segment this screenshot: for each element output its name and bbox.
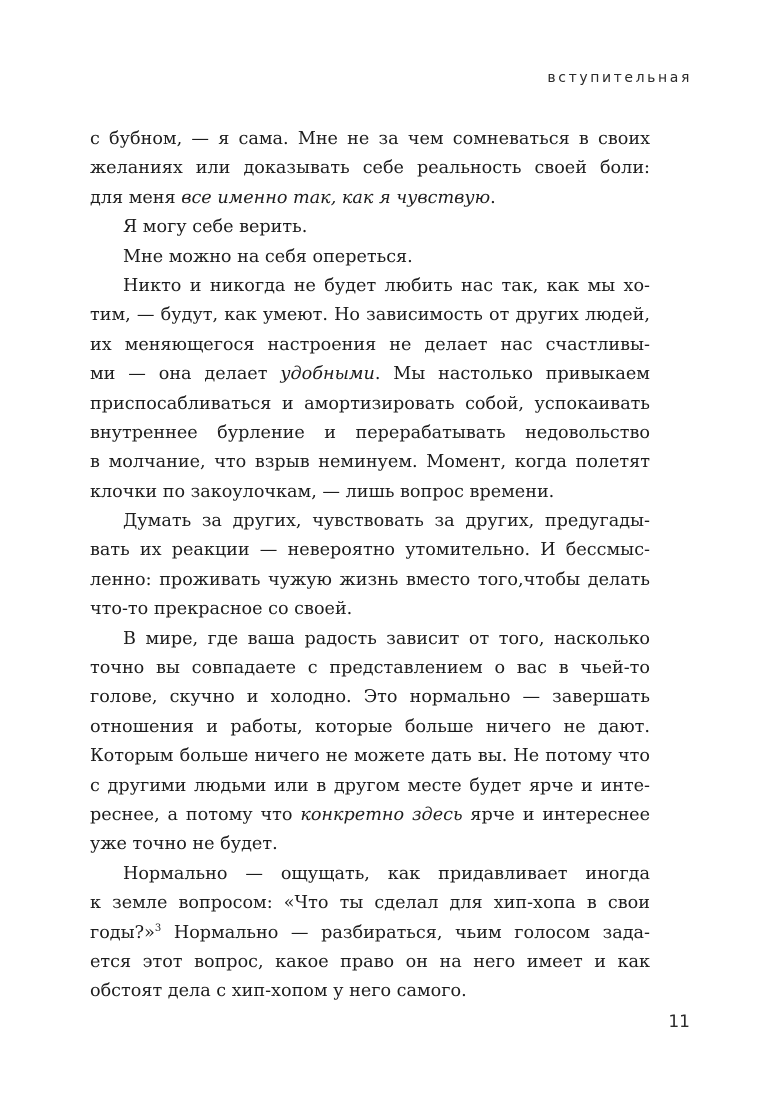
text-segment: их меняющегося настроения не делает нас счастливы-	[90, 334, 650, 355]
text-segment: с другими людьми или в другом месте будет ярче и инте-	[90, 775, 650, 796]
text-line	[90, 801, 650, 830]
text-line	[90, 536, 650, 565]
text-segment: Нормально — разбираться, чьим голосом зада-	[161, 922, 650, 943]
text-line	[90, 919, 650, 948]
text-segment: голове, скучно и холодно. Это нормально — завершать	[90, 687, 650, 708]
text-segment: Нормально — ощущать, как придавливает иногда	[123, 863, 650, 884]
text-line	[90, 419, 650, 448]
text-line	[90, 243, 650, 272]
text-segment: . Мы настолько привыкаем	[374, 364, 650, 385]
text-segment: приспосабливаться и амортизировать собой, успокаивать	[90, 393, 650, 414]
text-segment: Которым больше ничего не можете дать вы. Не потому что	[90, 746, 650, 767]
text-segment: годы?»	[90, 922, 155, 943]
text-line	[90, 683, 650, 712]
text-line	[90, 860, 650, 889]
text-segment: Мне можно на себя опереться.	[123, 246, 413, 267]
text-line	[90, 478, 650, 507]
text-segment: внутреннее бурление и перерабатывать недовольство	[90, 422, 650, 443]
text-segment: желаниях или доказывать себе реальность своей боли:	[90, 158, 650, 179]
text-line	[90, 889, 650, 918]
emphasis-text: все именно так, как я чувствую	[181, 187, 491, 208]
text-line	[90, 772, 650, 801]
text-line	[90, 742, 650, 771]
text-line	[90, 184, 650, 213]
text-line	[90, 830, 650, 859]
text-segment: к земле вопросом: «Что ты сделал для хип-хопа в свои	[90, 893, 650, 914]
text-segment: для меня	[90, 187, 182, 208]
text-line	[90, 713, 650, 742]
text-line	[90, 301, 650, 330]
text-line	[90, 125, 650, 154]
text-segment: вать их реакции — невероятно утомительно. И бессмыс-	[90, 540, 650, 561]
text-segment: ми — она делает	[90, 364, 281, 385]
text-segment: отношения и работы, которые больше ничего не дают.	[90, 716, 650, 737]
page-number: 11	[668, 1012, 690, 1032]
body-text	[90, 125, 650, 1007]
text-line	[90, 566, 650, 595]
text-segment: ленно: проживать чужую жизнь вместо того,чтобы делать	[90, 569, 650, 590]
text-line	[90, 625, 650, 654]
text-line	[90, 331, 650, 360]
text-segment: В мире, где ваша радость зависит от того, насколько	[123, 628, 650, 649]
text-line	[90, 213, 650, 242]
text-line	[90, 272, 650, 301]
text-segment: клочки по закоулочкам, — лишь вопрос времени.	[90, 481, 555, 502]
text-segment: в молчание, что взрыв неминуем. Момент, когда полетят	[90, 452, 650, 473]
text-segment: Я могу себе верить.	[123, 217, 308, 238]
text-segment: уже точно не будет.	[90, 834, 278, 855]
text-segment: Никто и никогда не будет любить нас так, как мы хо-	[123, 275, 650, 296]
emphasis-text: удобными	[280, 364, 375, 385]
text-line	[90, 360, 650, 389]
text-line	[90, 390, 650, 419]
text-segment: что-то прекрасное со своей.	[90, 599, 353, 620]
text-segment: .	[490, 187, 496, 208]
text-line	[90, 654, 650, 683]
running-head: вступительная	[547, 70, 692, 86]
footnote-marker: 3	[154, 922, 162, 934]
text-segment: ется этот вопрос, какое право он на него имеет и как	[90, 951, 650, 972]
text-line	[90, 154, 650, 183]
text-segment: Думать за других, чувствовать за других, предугады-	[123, 511, 650, 532]
text-segment: обстоят дела с хип-хопом у него самого.	[90, 981, 467, 1002]
emphasis-text: конкретно здесь	[300, 804, 463, 825]
text-line	[90, 948, 650, 977]
text-segment: точно вы совпадаете с представлением о вас в чьей-то	[90, 658, 650, 679]
text-segment: с бубном, — я сама. Мне не за чем сомневаться в своих	[90, 129, 650, 149]
text-line	[90, 507, 650, 536]
text-segment: тим, — будут, как умеют. Но зависимость от других людей,	[90, 305, 650, 326]
text-line	[90, 977, 650, 1006]
text-segment: ярче и интереснее	[462, 804, 650, 825]
text-line	[90, 448, 650, 477]
text-line	[90, 595, 650, 624]
text-segment: реснее, а потому что	[90, 804, 301, 825]
